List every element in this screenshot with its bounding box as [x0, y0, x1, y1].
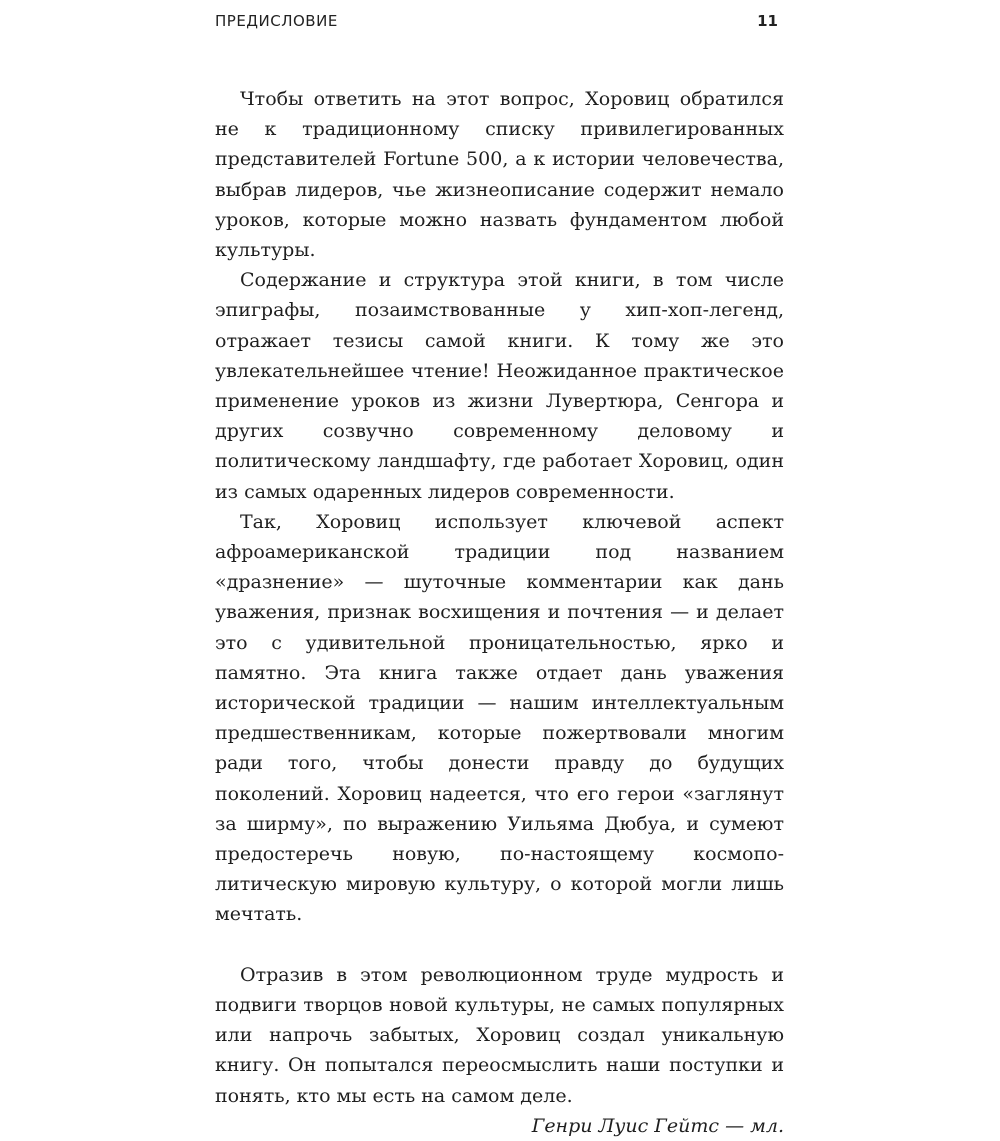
author-signature: Генри Луис Гейтс — мл.	[531, 1114, 784, 1137]
paragraph-1: Чтобы ответить на этот вопрос, Хоровиц обратился не к традиционному списку привилегированных представителей Fortune 500, а к истории человечества, выбрав лидеров, чье жизнеописание содержит немало уроков, которые можно назвать фундаментом любой культуры.	[215, 88, 784, 262]
paragraph-4: Отразив в этом революционном труде мудрость и подвиги творцов новой культуры, не самых популярных или напрочь забытых, Хоровиц создал уникальную книгу. Он попытался переосмыслить наши поступки и понять, кто мы есть на самом деле.	[215, 963, 784, 1107]
running-head-section-title: ПРЕДИСЛОВИЕ	[215, 12, 338, 30]
paragraph-3: Так, Хоровиц использует ключевой аспект афроамериканской традиции под названием «дразнение» — шуточные комментарии как дань уважения, признак восхищения и почтения — и делает это с удивительной проницательностью, ярко и памятно. Эта книга также отдает дань уважения исторической традиции — нашим интеллектуальным предшественникам, которые пожертвовали многим ради того, чтобы донести правду до будущих поколений. Хоровиц надеется, что его герои «заглянут за ширму», по выражению Уильяма Дюбуа, и сумеют предостеречь новую, по-настоящему космополитическую мировую культуру, о которой могли лишь мечтать.	[215, 510, 784, 926]
section-gap	[215, 930, 784, 960]
paragraph-2: Содержание и структура этой книги, в том числе эпиграфы, позаимствованные у хип-хоп-легенд, отражает тезисы самой книги. К тому же это увлекательнейшее чтение! Неожиданное практическое применение уроков из жизни Лувертюра, Сенгора и других созвучно современному деловому и политическому ландшафту, где работает Хоровиц, один из самых одаренных лидеров современности.	[215, 269, 784, 503]
body-text	[215, 84, 784, 1141]
page-number: 11	[757, 12, 778, 30]
